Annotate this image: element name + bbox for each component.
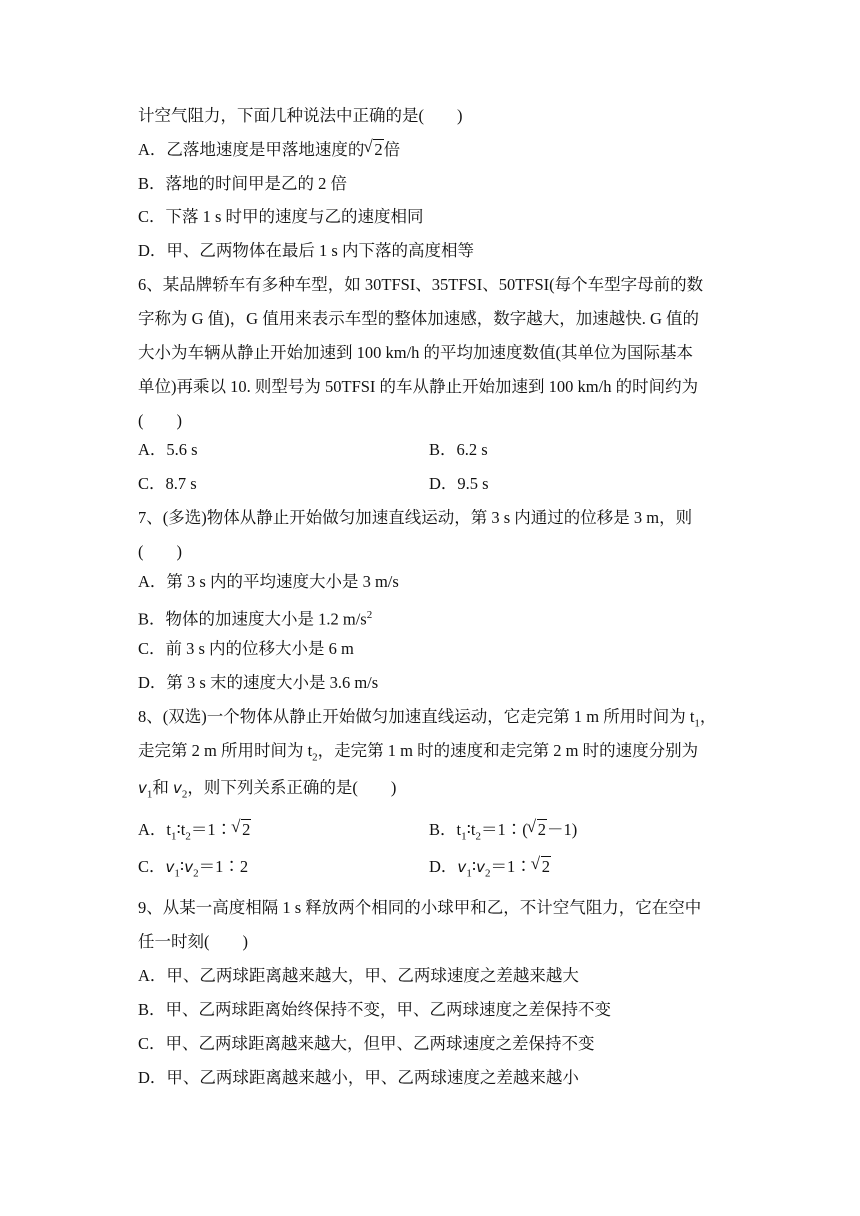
q8c-prefix: C． xyxy=(138,857,166,876)
q9-option-c: C．甲、乙两球距离越来越大，但甲、乙两球速度之差保持不变 xyxy=(138,1034,595,1053)
q7b-superscript: 2 xyxy=(366,609,373,621)
q8-option-c xyxy=(138,857,248,883)
q6-option-b: B．6.2 s xyxy=(429,440,488,459)
q5-option-d: D．甲、乙两物体在最后 1 s 内下落的高度相等 xyxy=(138,241,474,260)
q9-stem-line1: 9、从某一高度相隔 1 s 释放两个相同的小球甲和乙，不计空气阻力，它在空中 xyxy=(138,898,702,917)
sqrt-symbol xyxy=(528,820,547,840)
subscript: 1 xyxy=(466,867,472,880)
q5-option-c: C．下落 1 s 时甲的速度与乙的速度相同 xyxy=(138,207,424,226)
q6-stem-line3: 大小为车辆从静止开始加速到 100 km/h 的平均加速度数值(其单位为国际基本 xyxy=(138,343,694,362)
sqrt-symbol xyxy=(364,140,383,160)
q8c-suffix: ＝1∶2 xyxy=(198,857,249,876)
var-v: v xyxy=(476,858,485,876)
subscript: 2 xyxy=(312,751,318,764)
radicand: 2 xyxy=(374,140,383,159)
q8b-ratio: ∶t xyxy=(466,820,476,839)
q6-option-c: C．8.7 s xyxy=(138,474,197,493)
q9-option-d: D．甲、乙两球距离越来越小，甲、乙两球速度之差越来越小 xyxy=(138,1068,579,1087)
q5a-text: A．乙落地速度是甲落地速度的 xyxy=(138,140,365,159)
subscript: 1 xyxy=(694,717,700,730)
q8d-equals: ＝1∶ xyxy=(490,857,532,876)
q8-line2-tail: ，走完第 1 m 时的速度和走完第 2 m 时的速度分别为 xyxy=(317,741,699,760)
var-v: v xyxy=(173,779,182,797)
q7-stem-line1: 7、(多选)物体从静止开始做匀加速直线运动，第 3 s 内通过的位移是 3 m，则 xyxy=(138,508,693,527)
q7-option-c: C．前 3 s 内的位移大小是 6 m xyxy=(138,639,354,658)
q6-option-a: A．5.6 s xyxy=(138,440,198,459)
subscript: 2 xyxy=(475,830,481,843)
q9-stem-line2: 任一时刻( ) xyxy=(138,932,248,951)
q8b-equals: ＝1∶( xyxy=(480,820,528,839)
subscript: 2 xyxy=(185,830,191,843)
subscript: 1 xyxy=(171,830,177,843)
q8a-ratio: ∶t xyxy=(176,820,186,839)
q9-option-a: A．甲、乙两球距离越来越大，甲、乙两球速度之差越来越大 xyxy=(138,966,579,985)
q8-stem-line3 xyxy=(138,778,396,804)
q5-option-b: B．落地的时间甲是乙的 2 倍 xyxy=(138,174,348,193)
q5a-suffix: 倍 xyxy=(383,140,401,159)
q8-option-b xyxy=(429,820,577,846)
q6-stem-line4: 单位)再乘以 10. 则型号为 50TFSI 的车从静止开始加速到 100 km/h 的时间约为 xyxy=(138,377,699,396)
q8-option-d xyxy=(429,857,551,883)
var-v: v xyxy=(138,779,147,797)
q7b-text: B．物体的加速度大小是 1.2 m/s xyxy=(138,609,367,629)
q7-stem-line2: ( ) xyxy=(138,542,182,561)
var-v: v xyxy=(457,858,467,876)
radicand: 2 xyxy=(537,820,546,839)
var-v: v xyxy=(184,858,194,876)
q8c-ratio: ∶ xyxy=(179,857,185,876)
q8a-prefix: A．t xyxy=(138,820,171,839)
q8-stem-line1 xyxy=(138,707,716,733)
subscript: 1 xyxy=(174,867,180,880)
q9-option-b: B．甲、乙两球距离始终保持不变，甲、乙两球速度之差保持不变 xyxy=(138,1000,612,1019)
q5-option-a xyxy=(138,140,400,160)
q8d-prefix: D． xyxy=(429,857,458,876)
q6-stem-line1: 6、某品牌轿车有多种车型，如 30TFSI、35TFSI、50TFSI(每个车型字母前的数 xyxy=(138,275,704,294)
q7-option-a: A．第 3 s 内的平均速度大小是 3 m/s xyxy=(138,572,399,591)
q8-stem-line2 xyxy=(138,741,698,767)
subscript: 2 xyxy=(181,788,188,801)
radicand: 2 xyxy=(541,857,550,876)
q8b-suffix: －1) xyxy=(546,820,578,839)
q6-stem-line5: ( ) xyxy=(138,411,182,430)
q5-stem-tail: 计空气阻力，下面几种说法中正确的是( ) xyxy=(138,106,463,125)
q8d-ratio: ∶ xyxy=(471,857,477,876)
q8-line2-text: 走完第 2 m 所用时间为 t xyxy=(138,741,313,760)
q8-line3-tail: ，则下列关系正确的是( ) xyxy=(187,778,397,797)
q8-line1-text: 8、(双选)一个物体从静止开始做匀加速直线运动，它走完第 1 m 所用时间为 t xyxy=(138,707,695,726)
var-v: v xyxy=(165,858,175,876)
q8-option-a xyxy=(138,820,251,846)
q6-option-d: D．9.5 s xyxy=(429,474,489,493)
subscript: 1 xyxy=(146,788,153,801)
sqrt-symbol xyxy=(232,820,251,840)
q8-line1-tail: ， xyxy=(699,707,717,726)
q6-stem-line2: 字称为 G 值)，G 值用来表示车型的整体加速感，数字越大，加速越快. G 值的 xyxy=(138,309,699,328)
radicand: 2 xyxy=(242,820,251,839)
q7-option-d: D．第 3 s 末的速度大小是 3.6 m/s xyxy=(138,673,379,692)
sqrt-symbol xyxy=(532,857,551,877)
q8b-prefix: B．t xyxy=(429,820,462,839)
q7-option-b xyxy=(138,605,372,630)
q8a-equals: ＝1∶ xyxy=(190,820,233,839)
subscript: 1 xyxy=(461,830,467,843)
subscript: 2 xyxy=(193,867,199,880)
q8-line3-and: 和 xyxy=(152,778,174,797)
subscript: 2 xyxy=(485,867,491,880)
